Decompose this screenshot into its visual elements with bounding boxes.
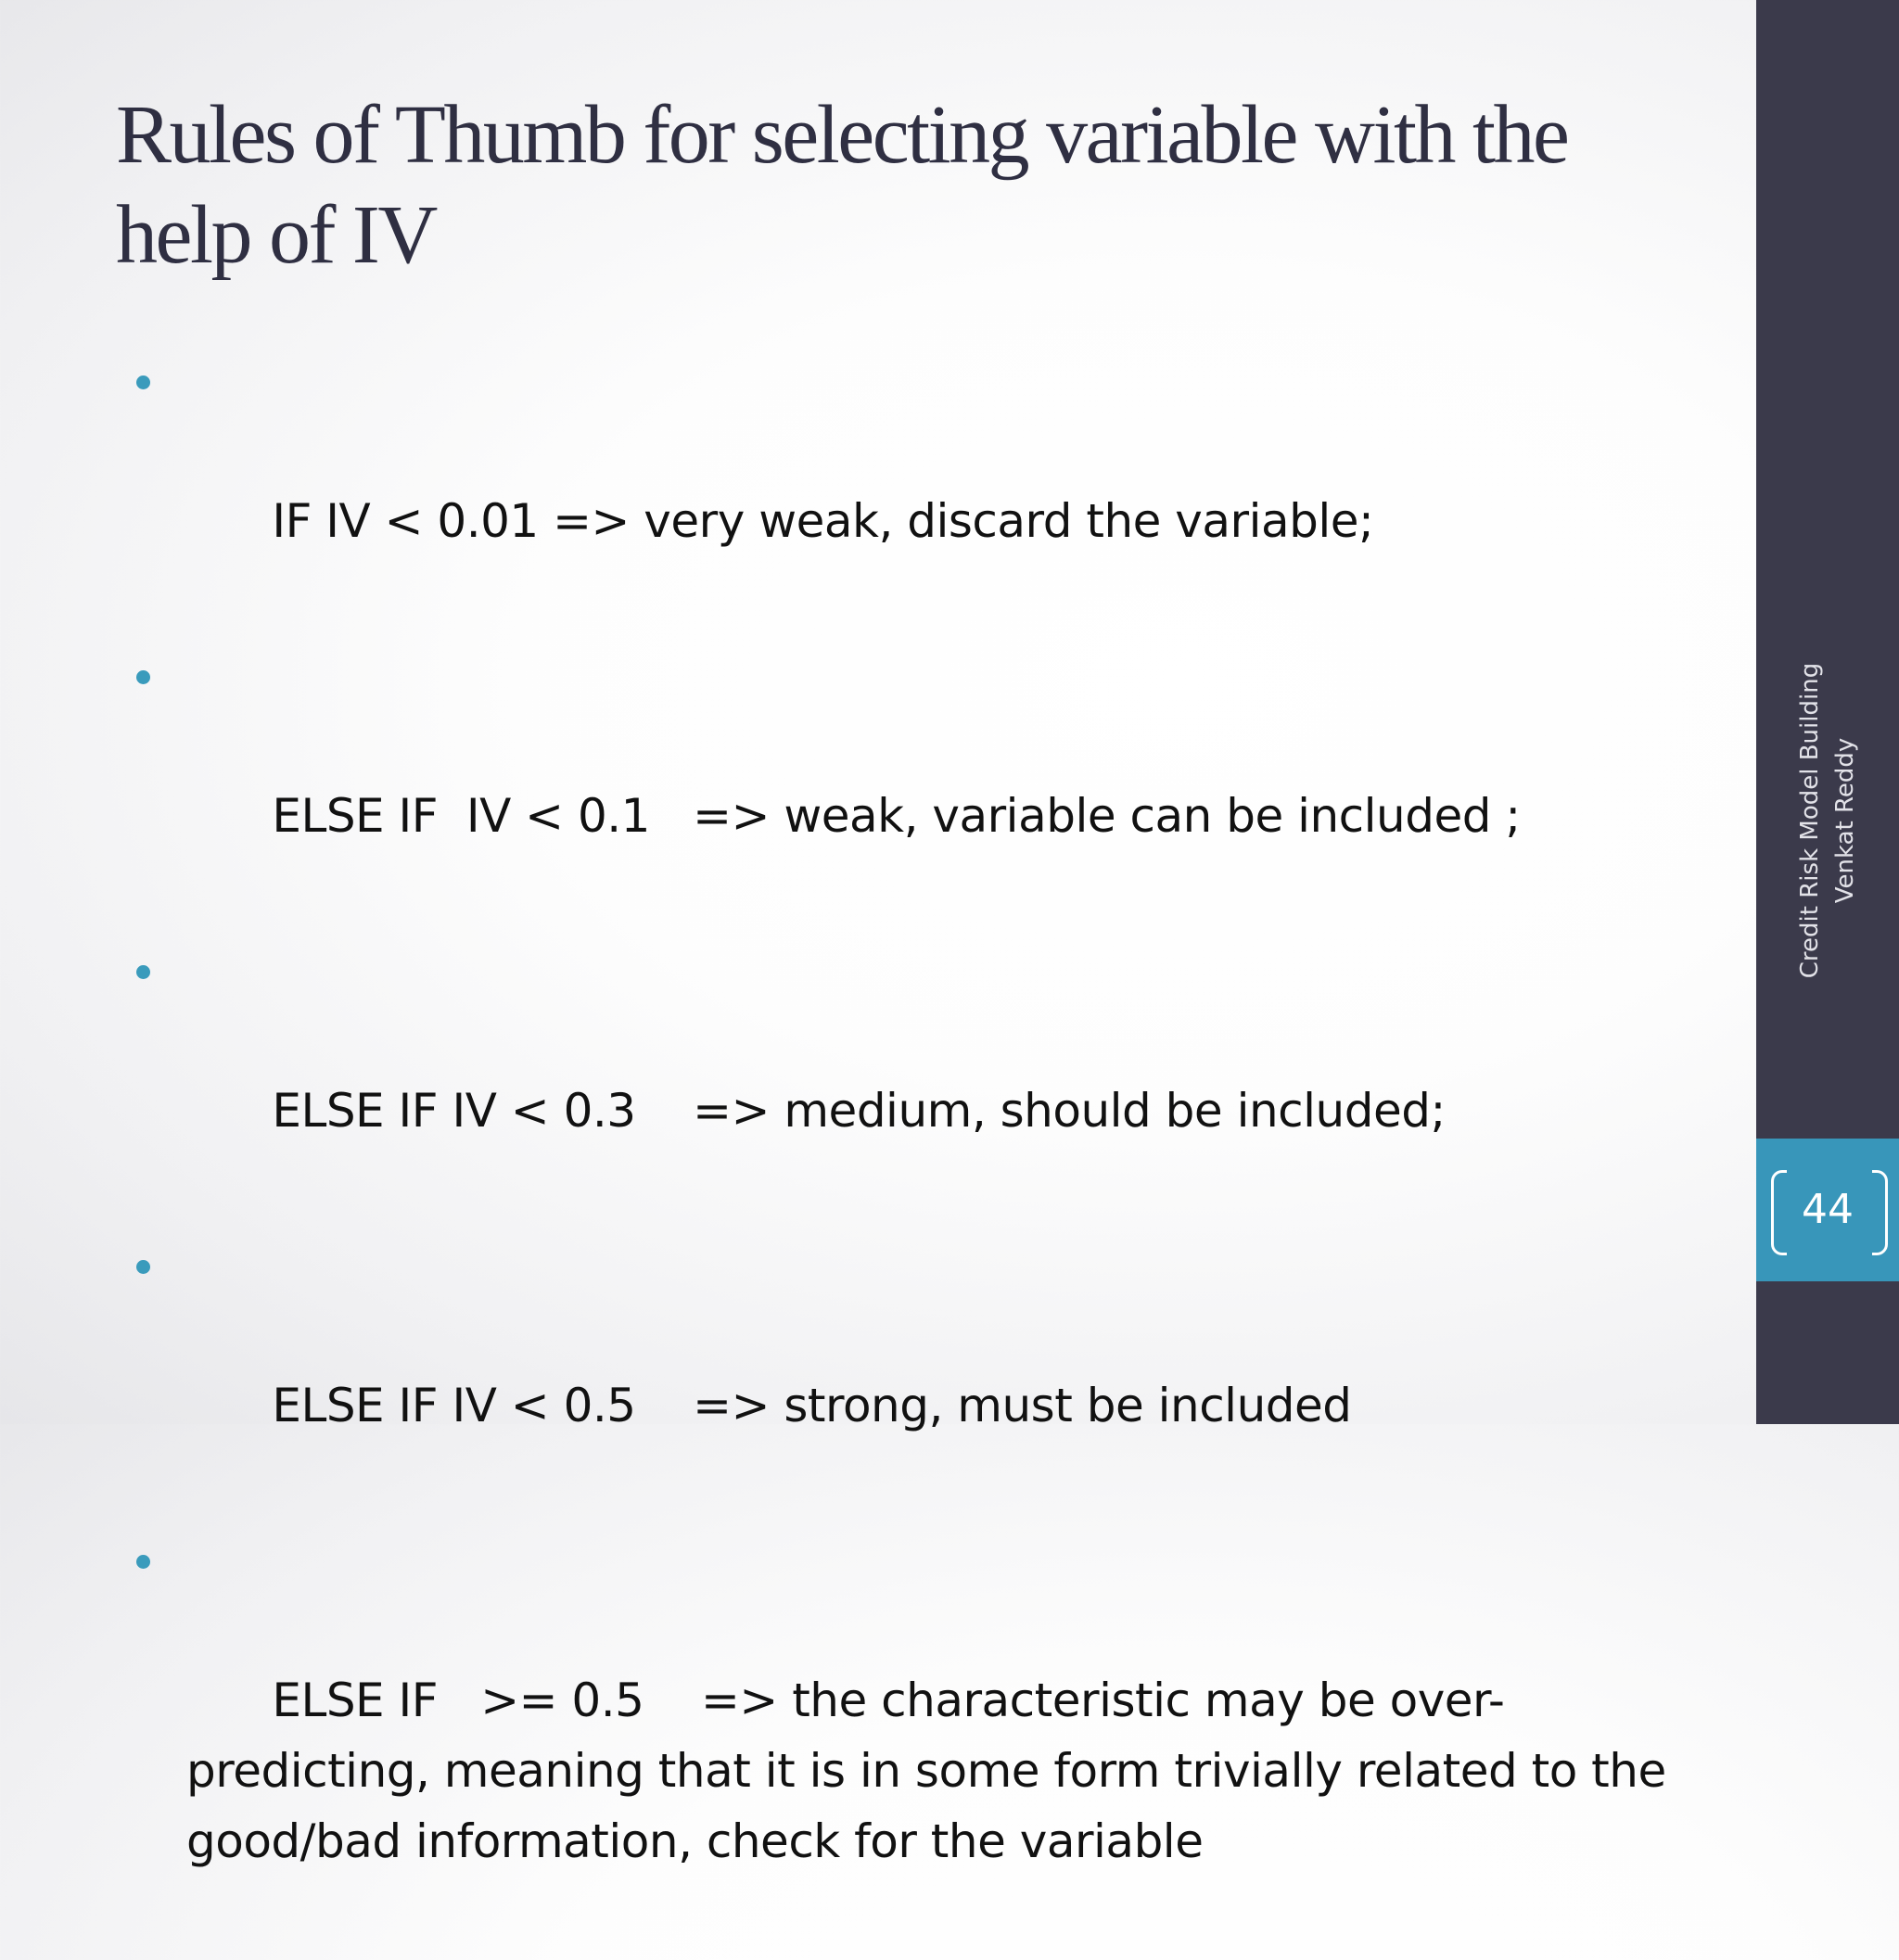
bullet-list bbox=[128, 345, 1681, 1960]
footer-author: Venkat Reddy bbox=[1831, 737, 1859, 904]
bullet-item bbox=[128, 1229, 1667, 1511]
bullet-text: ELSE IF IV < 0.5 => strong, must be included bbox=[272, 1379, 1352, 1432]
bullet-item bbox=[128, 1524, 1681, 1947]
bullet-text: ELSE IF IV < 0.1 => weak, variable can be included ; bbox=[272, 789, 1521, 843]
bullet-item bbox=[128, 935, 1667, 1216]
bullet-text: ELSE IF IV < 0.3 => medium, should be included; bbox=[272, 1084, 1446, 1138]
page-number-box bbox=[1756, 1139, 1899, 1281]
bullet-text: IF IV < 0.01 => very weak, discard the variable; bbox=[272, 494, 1374, 548]
bullet-text: ELSE IF >= 0.5 => the characteristic may be over-predicting, meaning that it is in some form trivially related to the good/bad information, check for the variable bbox=[186, 1674, 1681, 1868]
slide-title: Rules of Thumb for selecting variable with the help of IV bbox=[116, 89, 1568, 281]
footer bbox=[1782, 649, 1873, 992]
footer-title: Credit Risk Model Building bbox=[1796, 662, 1824, 979]
footer-rotated-text bbox=[1792, 649, 1863, 992]
bullet-dot-icon bbox=[136, 670, 150, 684]
bullet-dot-icon bbox=[136, 1260, 150, 1274]
bullet-item bbox=[128, 640, 1667, 922]
page-number: 44 bbox=[1802, 1186, 1854, 1233]
bullet-dot-icon bbox=[136, 375, 150, 389]
bullet-item bbox=[128, 345, 1667, 627]
bullet-dot-icon bbox=[136, 1555, 150, 1569]
bullet-dot-icon bbox=[136, 965, 150, 979]
